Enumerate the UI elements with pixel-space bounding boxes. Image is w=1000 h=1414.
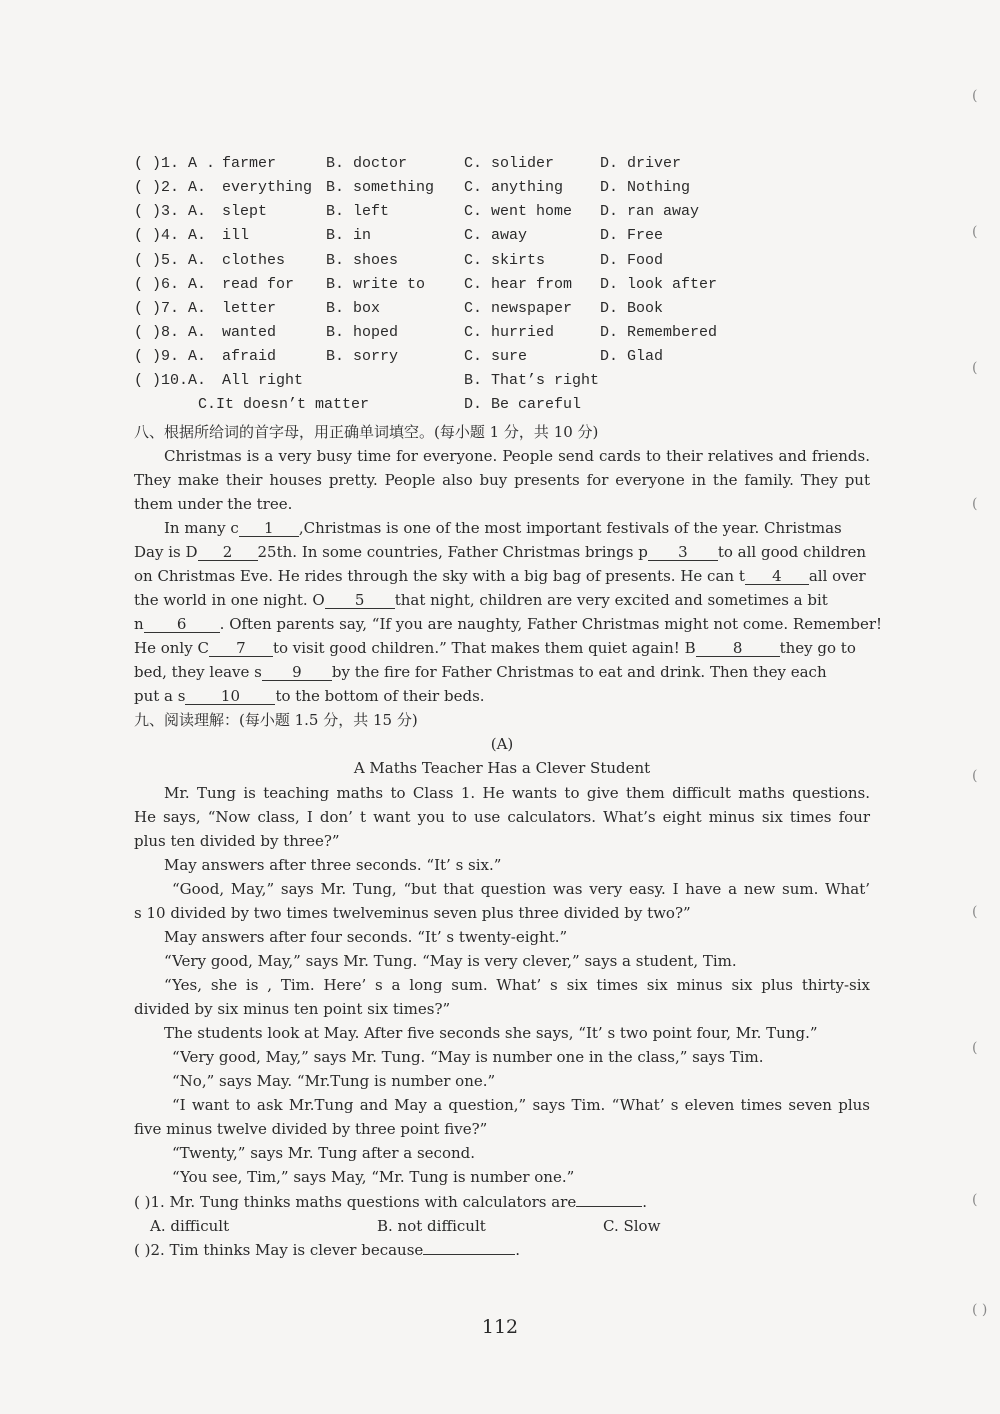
cloze-text: . Often parents say, “If you are naughty, Father Christmas might not come. Remember! [219,615,883,633]
cloze-text: to all good children [717,543,866,561]
option-a: slept [222,203,268,220]
mc-item-9 [134,348,874,372]
passage-title: A Maths Teacher Has a Clever Student [353,759,651,777]
cloze-text: Day is D [134,543,198,561]
cloze-text: all over [808,567,866,585]
cloze-text: to the bottom of their beds. [275,687,485,705]
passage-line: “Yes, she is , Tim. Here’ s a long sum. What’ s six times six minus six plus thirty-six [164,976,870,994]
mc-item-2 [134,179,874,203]
intro-line: them under the tree. [134,495,293,513]
page-number: 112 [481,1316,519,1338]
question-2 [134,1238,870,1262]
option-d: D. Remembered [600,324,718,341]
option-d: D. Nothing [600,179,691,196]
cloze-text: 25th. In some countries, Father Christmas brings p [257,543,648,561]
cloze-text: In many c [164,519,239,537]
option-c: C. newspaper [464,300,573,317]
cloze-text: n [134,615,144,633]
cloze-text: bed, they leave s [134,663,262,681]
option-d: D. Free [600,227,664,244]
cloze-line [134,684,870,708]
cloze-text: they go to [779,639,856,657]
answer-blank[interactable] [576,1206,642,1207]
item-number: ( )5. A. [134,252,207,269]
option-a: A. difficult [150,1217,230,1235]
option-a: All right [222,372,304,389]
passage-line: He says, “Now class, I don’ t want you to use calculators. What’s eight minus six times four [134,808,870,826]
mc-item-1 [134,155,874,179]
item-number: ( )9. A. [134,348,207,365]
intro-line: They make their houses pretty. People also buy presents for everyone in the family. They put [134,471,870,489]
option-c: C. hear from [464,276,573,293]
section9-heading: 九、阅读理解：(每小题 1.5 分，共 15 分) [134,711,418,729]
cloze-line [134,564,870,588]
option-b: B. left [326,203,390,220]
cloze-text: by the fire for Father Christmas to eat and drink. Then they each [331,663,827,681]
blank-9[interactable]: 9 [262,664,332,681]
passage-line: divided by six minus ten point six times?” [134,1000,451,1018]
option-b: B. hoped [326,324,399,341]
option-b: B. something [326,179,435,196]
cloze-text: the world in one night. O [134,591,325,609]
margin-mark: ( ) [972,1302,988,1318]
cloze-text: to visit good children.” That makes them quiet again! B [272,639,696,657]
item-number: ( )3. A. [134,203,207,220]
option-d: D. Food [600,252,664,269]
mc-item-4 [134,227,874,251]
option-b: B. shoes [326,252,399,269]
option-c: C. Slow [603,1217,661,1235]
margin-mark: ( [972,88,978,104]
passage-line: five minus twelve divided by three point five?” [134,1120,488,1138]
margin-mark: ( [972,904,978,920]
passage-line: plus ten divided by three?” [134,832,340,850]
option-a: afraid [222,348,277,365]
passage-line: “Very good, May,” says Mr. Tung. “May is very clever,” says a student, Tim. [164,952,737,970]
option-c: C. hurried [464,324,555,341]
option-d: D. Be careful [464,396,582,413]
section8-heading: 八、根据所给词的首字母，用正确单词填空。(每小题 1 分，共 10 分) [134,423,599,441]
mc-item-3 [134,203,874,227]
option-b: B. not difficult [377,1217,486,1235]
passage-label: (A) [490,735,514,753]
mc-item-8 [134,324,874,348]
margin-mark: ( [972,224,978,240]
option-c: C. sure [464,348,528,365]
option-a: clothes [222,252,286,269]
option-d: D. look after [600,276,718,293]
option-a: farmer [222,155,277,172]
option-a: everything [222,179,313,196]
option-d: D. driver [600,155,682,172]
mc-item-6 [134,276,874,300]
passage-line: “You see, Tim,” says May, “Mr. Tung is number one.” [172,1168,575,1186]
passage-line: “I want to ask Mr.Tung and May a question,” says Tim. “What’ s eleven times seven plus [172,1096,870,1114]
passage-line: The students look at May. After five seconds she says, “It’ s two point four, Mr. Tung.” [164,1024,818,1042]
mc-item-5 [134,252,874,276]
margin-mark: ( [972,496,978,512]
option-a: letter [222,300,277,317]
question-1-options [134,1214,870,1238]
answer-blank[interactable] [423,1254,515,1255]
passage-line: s 10 divided by two times twelveminus seven plus three divided by two?” [134,904,691,922]
option-c: C. anything [464,179,564,196]
cloze-text: that night, children are very excited and sometimes a bit [394,591,828,609]
option-c: C.It doesn’t matter [198,396,370,413]
question-1 [134,1190,870,1214]
passage-line: May answers after three seconds. “It’ s six.” [164,856,502,874]
question-stem: ( )2. Tim thinks May is clever because [134,1241,424,1259]
passage-line: “Good, May,” says Mr. Tung, “but that question was very easy. I have a new sum. What’ [172,880,870,898]
option-d: D. Glad [600,348,664,365]
blank-2[interactable]: 2 [198,544,258,561]
option-c: C. away [464,227,528,244]
mc-item-7 [134,300,874,324]
option-b: B. box [326,300,381,317]
cloze-line [134,612,883,636]
passage-line: Mr. Tung is teaching maths to Class 1. He wants to give them difficult maths questions. [164,784,870,802]
blank-5[interactable]: 5 [325,592,395,609]
item-number: ( )6. A. [134,276,207,293]
option-c: C. went home [464,203,573,220]
option-b: B. doctor [326,155,408,172]
cloze-line [134,540,870,564]
option-b: B. write to [326,276,426,293]
cloze-line [134,588,870,612]
passage-line: “Twenty,” says Mr. Tung after a second. [172,1144,476,1162]
question-stem: ( )1. Mr. Tung thinks maths questions with calculators are [134,1193,577,1211]
mc-item-10 [134,372,874,420]
cloze-line [134,636,870,660]
option-c: C. solider [464,155,555,172]
option-b: B. in [326,227,372,244]
blank-7[interactable]: 7 [209,640,273,657]
item-number: ( )2. A. [134,179,207,196]
margin-mark: ( [972,1040,978,1056]
cloze-text: He only C [134,639,209,657]
option-c: C. skirts [464,252,546,269]
item-number: ( )10.A. [134,372,207,389]
passage-line: “No,” says May. “Mr.Tung is number one.” [172,1072,496,1090]
blank-8[interactable]: 8 [696,640,780,657]
option-d: D. Book [600,300,664,317]
margin-mark: ( [972,360,978,376]
blank-1[interactable]: 1 [239,520,299,537]
margin-mark: ( [972,1192,978,1208]
blank-10[interactable]: 10 [185,688,275,705]
question-end: . [515,1241,521,1259]
option-a: wanted [222,324,277,341]
option-a: ill [222,227,250,244]
item-number: ( )8. A. [134,324,207,341]
option-b: B. sorry [326,348,399,365]
item-number: ( )7. A. [134,300,207,317]
item-number: ( )1. A . [134,155,216,172]
passage-line: “Very good, May,” says Mr. Tung. “May is number one in the class,” says Tim. [172,1048,764,1066]
cloze-text: on Christmas Eve. He rides through the sky with a big bag of presents. He can t [134,567,745,585]
passage-line: May answers after four seconds. “It’ s twenty-eight.” [164,928,568,946]
option-a: read for [222,276,295,293]
intro-line: Christmas is a very busy time for everyone. People send cards to their relatives and friends. [164,447,870,465]
blank-4[interactable]: 4 [745,568,809,585]
question-end: . [642,1193,648,1211]
cloze-line [134,516,870,540]
cloze-text: ,Christmas is one of the most important festivals of the year. Christmas [298,519,842,537]
blank-6[interactable]: 6 [144,616,220,633]
item-number: ( )4. A. [134,227,207,244]
margin-mark: ( [972,768,978,784]
cloze-line [134,660,870,684]
blank-3[interactable]: 3 [648,544,718,561]
cloze-text: put a s [134,687,186,705]
option-d: D. ran away [600,203,700,220]
option-b: B. That’s right [464,372,600,389]
